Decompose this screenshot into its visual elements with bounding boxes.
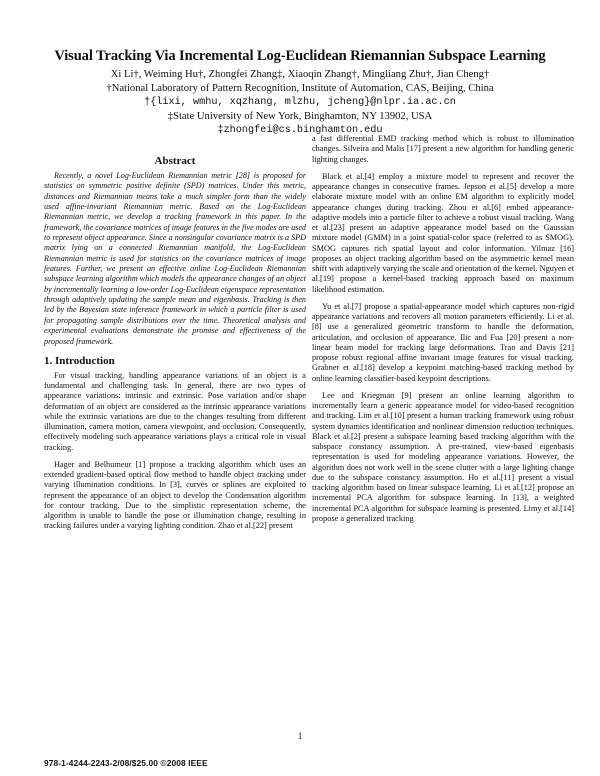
abstract-heading: Abstract: [154, 155, 196, 167]
intro-paragraph: For visual tracking, handling appearance variations of an object is a fundamental and challenging task. In general, there are two types of appearance variations: intrinsic and extrinsic. Pose variation and/or shape deformation of an object are considered as the intrinsic appearance variations while the extrinsic variations are due to the changes resulting from different illumination, camera motion, camera viewpoint, and occlusion. Consequently, effectively modeling such appearance variations plays a critical role in visual tracking.: [44, 370, 306, 452]
section-heading-introduction: 1. Introduction: [44, 354, 115, 367]
left-column: [44, 155, 306, 532]
paper-title: Visual Tracking Via Incremental Log-Euclidean Riemannian Subspace Learning: [54, 48, 546, 64]
intro-paragraph: Hager and Belhumeur [1] propose a tracking algorithm which uses an extended gradient-based optical flow method to handle object tracking under varying illumination conditions. In [3], curves or splines are exploited to represent the appearance of an object to develop the Condensation algorithm for contour tracking. Due to the simplistic representation scheme, the algorithm is unable to handle the pose or illumination change, resulting in tracking failures under a varying lighting condition. Zhao et al.[22] present: [44, 459, 306, 531]
abstract-text: Recently, a novel Log-Euclidean Riemannian metric [28] is proposed for statistics on symmetric positive definite (SPD) matrices. Under this metric, distances and Riemannian means take a much simpler form than the widely used affine-invariant Riemannian metric. Based on the Log-Euclidean Riemannian metric, we develop a tracking framework in this paper. In the framework, the covariance matrices of image features in the five modes are used to represent object appearance. Since a nonsingular covariance matrix is a SPD matrix lying on a connected Riemannian manifold, the Log-Euclidean Riemannian metric is used for statistics on the covariance matrices of image features. Further, we present an effective online Log-Euclidean Riemannian subspace learning algorithm which models the appearance changes of an object by incrementally learning a low-order Log-Euclidean eigenspace representation through adaptively updating the sample mean and eigenbasis. Tracking is then led by the Bayesian state inference framework in which a particle filter is used for propagating sample distributions over the time. Theoretical analysis and experimental evaluations demonstrate the promise and effectiveness of the proposed framework.: [44, 171, 306, 346]
page-number: 1: [297, 731, 303, 741]
body-paragraph: Lee and Kriegman [9] present an online learning algorithm to incrementally learn a generic appearance model for video-based recognition and tracking. Lim et al.[10] present a human tracking framework using robust system dynamics identification and nonlinear dimension reduction techniques. Black et al.[2] present a subspace learning based tracking algorithm with the subspace constancy assumption. A pre-trained, view-based eigenbasis representation is used for modeling appearance variations. However, the algorithm does not work well in the scene clutter with a large lighting change due to the subspace constancy assumption. Ho et al.[11] present a visual tracking algorithm based on linear subspace learning. Li et al.[12] propose an incremental PCA algorithm for subspace learning. In [13], a weighted incremental PCA algorithm for subspace learning is presented. Limy et al.[14] propose a generalized tracking: [312, 390, 574, 523]
affiliation-1: †National Laboratory of Pattern Recognition, Institute of Automation, CAS, Beijing, China: [106, 83, 494, 94]
body-paragraph: a fast differential EMD tracking method which is robust to illumination changes. Silveira and Malis [17] present a new algorithm for handling generic lighting changes.: [312, 134, 574, 164]
affiliation-2: ‡State University of New York, Binghamton, NY 13902, USA: [167, 111, 433, 122]
author-list: Xi Li†, Weiming Hu†, Zhongfei Zhang‡, Xiaoqin Zhang†, Mingliang Zhu†, Jian Cheng†: [110, 69, 490, 80]
right-column: [312, 134, 574, 524]
body-paragraph: Yu et al.[7] propose a spatial-appearance model which captures non-rigid appearance variations and recovers all motion parameters efficiently. Li et al.[8] use a generalized geometric transform to handle the deformation, articulation, and occlusion of appearance. Ilic and Fua [20] present a non-linear beam model for tracking large deformations. Tran and Davis [21] propose robust regional affine invariant image features for visual tracking. Grabner et al.[18] develop a keypoint matching-based tracking method by online learning classifier-based keypoint descriptions.: [312, 301, 574, 383]
copyright-notice: 978-1-4244-2243-2/08/$25.00 ©2008 IEEE: [44, 758, 208, 768]
email-1: †{lixi, wmhu, xqzhang, mlzhu, jcheng}@nlpr.ia.ac.cn: [144, 97, 456, 108]
body-paragraph: Black et al.[4] employ a mixture model to represent and recover the appearance changes in consecutive frames. Jepson et al.[5] develop a more elaborate mixture model with an online EM algorithm to explicitly model appearance changes during tracking. Zhou et al.[6] embed appearance-adaptive models into a particle filter to achieve a robust visual tracking. Wang et al.[23] present an adaptive appearance model based on the Gaussian mixture model (GMM) in a joint spatial-color space (referred to as SMOG). SMOG captures rich spatial layout and color information. Yilmaz [16] proposes an object tracking algorithm based on the asymmetric kernel mean shift with adaptively varying the scale and orientation of the kernel. Nguyen et al.[19] propose a kernel-based tracking approach based on maximum likelihood estimation.: [312, 171, 574, 294]
email-2: ‡zhongfei@cs.binghamton.edu: [217, 125, 383, 136]
